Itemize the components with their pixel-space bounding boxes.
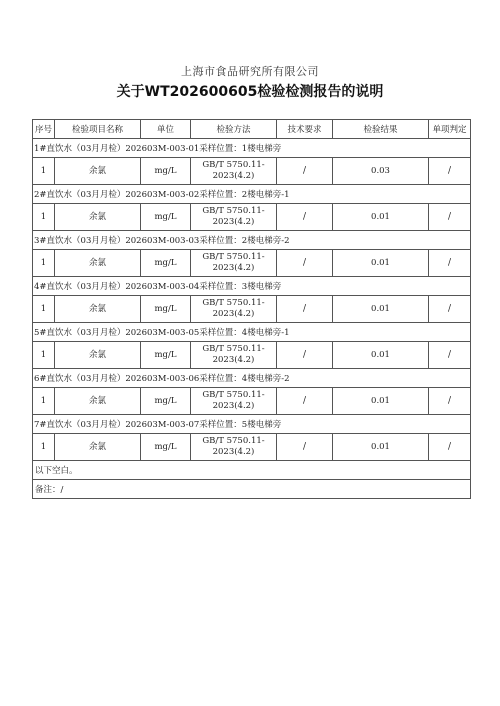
cell-unit: mg/L — [141, 388, 191, 415]
cell-item: 余氯 — [55, 342, 141, 369]
cell-no: 1 — [33, 388, 55, 415]
method-line-1: GB/T 5750.11- — [202, 390, 265, 400]
header-unit: 单位 — [141, 120, 191, 139]
cell-requirement: / — [277, 158, 333, 185]
method-line-1: GB/T 5750.11- — [202, 252, 265, 262]
cell-method — [191, 250, 277, 277]
header-no: 序号 — [33, 120, 55, 139]
table-row — [33, 296, 471, 323]
sample-group-header — [33, 369, 471, 388]
method-line-1: GB/T 5750.11- — [202, 298, 265, 308]
sample-group-title: 4#直饮水（03月月检）202603M-003-04采样位置：3楼电梯旁 — [33, 277, 471, 296]
cell-result: 0.01 — [333, 250, 429, 277]
cell-item: 余氯 — [55, 296, 141, 323]
header-result: 检验结果 — [333, 120, 429, 139]
method-line-1: GB/T 5750.11- — [202, 344, 265, 354]
method-line-2: 2023(4.2) — [212, 263, 255, 273]
cell-unit: mg/L — [141, 296, 191, 323]
cell-result: 0.01 — [333, 388, 429, 415]
cell-method — [191, 388, 277, 415]
method-line-2: 2023(4.2) — [212, 447, 255, 457]
cell-unit: mg/L — [141, 342, 191, 369]
organization-name: 上海市食品研究所有限公司 — [181, 65, 319, 78]
cell-unit: mg/L — [141, 158, 191, 185]
cell-method — [191, 158, 277, 185]
sample-group-title: 5#直饮水（03月月检）202603M-003-05采样位置：4楼电梯旁-1 — [33, 323, 471, 342]
cell-unit: mg/L — [141, 434, 191, 461]
sample-group-header — [33, 415, 471, 434]
sample-group-title: 3#直饮水（03月月检）202603M-003-03采样位置：2楼电梯旁-2 — [33, 231, 471, 250]
cell-item: 余氯 — [55, 388, 141, 415]
cell-requirement: / — [277, 388, 333, 415]
cell-result: 0.03 — [333, 158, 429, 185]
blank-note: 以下空白。 — [33, 461, 471, 480]
cell-method — [191, 342, 277, 369]
cell-no: 1 — [33, 250, 55, 277]
cell-result: 0.01 — [333, 342, 429, 369]
header-requirement: 技术要求 — [277, 120, 333, 139]
results-table — [32, 119, 471, 499]
cell-requirement: / — [277, 296, 333, 323]
method-line-1: GB/T 5750.11- — [202, 206, 265, 216]
cell-item: 余氯 — [55, 434, 141, 461]
cell-no: 1 — [33, 342, 55, 369]
remarks-label: 备注： — [35, 485, 61, 495]
method-line-2: 2023(4.2) — [212, 171, 255, 181]
blank-note-row — [33, 461, 471, 480]
table-row — [33, 342, 471, 369]
document-title: 关于WT202600605检验检测报告的说明 — [116, 84, 384, 100]
method-line-2: 2023(4.2) — [212, 355, 255, 365]
cell-method — [191, 434, 277, 461]
cell-result: 0.01 — [333, 434, 429, 461]
cell-no: 1 — [33, 434, 55, 461]
table-row — [33, 388, 471, 415]
method-line-1: GB/T 5750.11- — [202, 160, 265, 170]
sample-group-header — [33, 231, 471, 250]
sample-group-header — [33, 139, 471, 158]
method-line-2: 2023(4.2) — [212, 217, 255, 227]
cell-judgement: / — [429, 342, 471, 369]
cell-judgement: / — [429, 434, 471, 461]
table-header-row — [33, 120, 471, 139]
cell-method — [191, 204, 277, 231]
cell-no: 1 — [33, 158, 55, 185]
method-line-2: 2023(4.2) — [212, 401, 255, 411]
cell-judgement: / — [429, 250, 471, 277]
header-item: 检验项目名称 — [55, 120, 141, 139]
header-judgement: 单项判定 — [429, 120, 471, 139]
cell-judgement: / — [429, 204, 471, 231]
method-line-1: GB/T 5750.11- — [202, 436, 265, 446]
sample-group-header — [33, 277, 471, 296]
cell-requirement: / — [277, 250, 333, 277]
cell-judgement: / — [429, 158, 471, 185]
table-row — [33, 158, 471, 185]
sample-group-title: 2#直饮水（03月月检）202603M-003-02采样位置：2楼电梯旁-1 — [33, 185, 471, 204]
cell-method — [191, 296, 277, 323]
sample-group-header — [33, 323, 471, 342]
cell-requirement: / — [277, 204, 333, 231]
cell-unit: mg/L — [141, 250, 191, 277]
cell-result: 0.01 — [333, 296, 429, 323]
cell-item: 余氯 — [55, 158, 141, 185]
table-row — [33, 204, 471, 231]
table-row — [33, 250, 471, 277]
cell-no: 1 — [33, 296, 55, 323]
table-row — [33, 434, 471, 461]
cell-judgement: / — [429, 388, 471, 415]
sample-group-title: 1#直饮水（03月月检）202603M-003-01采样位置：1楼电梯旁 — [33, 139, 471, 158]
sample-group-title: 6#直饮水（03月月检）202603M-003-06采样位置：4楼电梯旁-2 — [33, 369, 471, 388]
sample-group-header — [33, 185, 471, 204]
cell-unit: mg/L — [141, 204, 191, 231]
cell-item: 余氯 — [55, 204, 141, 231]
remarks-row — [33, 480, 471, 499]
method-line-2: 2023(4.2) — [212, 309, 255, 319]
header-method: 检验方法 — [191, 120, 277, 139]
cell-item: 余氯 — [55, 250, 141, 277]
cell-judgement: / — [429, 296, 471, 323]
remarks-cell — [33, 480, 471, 499]
remarks-value: / — [60, 485, 64, 495]
cell-requirement: / — [277, 342, 333, 369]
cell-requirement: / — [277, 434, 333, 461]
cell-result: 0.01 — [333, 204, 429, 231]
sample-group-title: 7#直饮水（03月月检）202603M-003-07采样位置：5楼电梯旁 — [33, 415, 471, 434]
cell-no: 1 — [33, 204, 55, 231]
